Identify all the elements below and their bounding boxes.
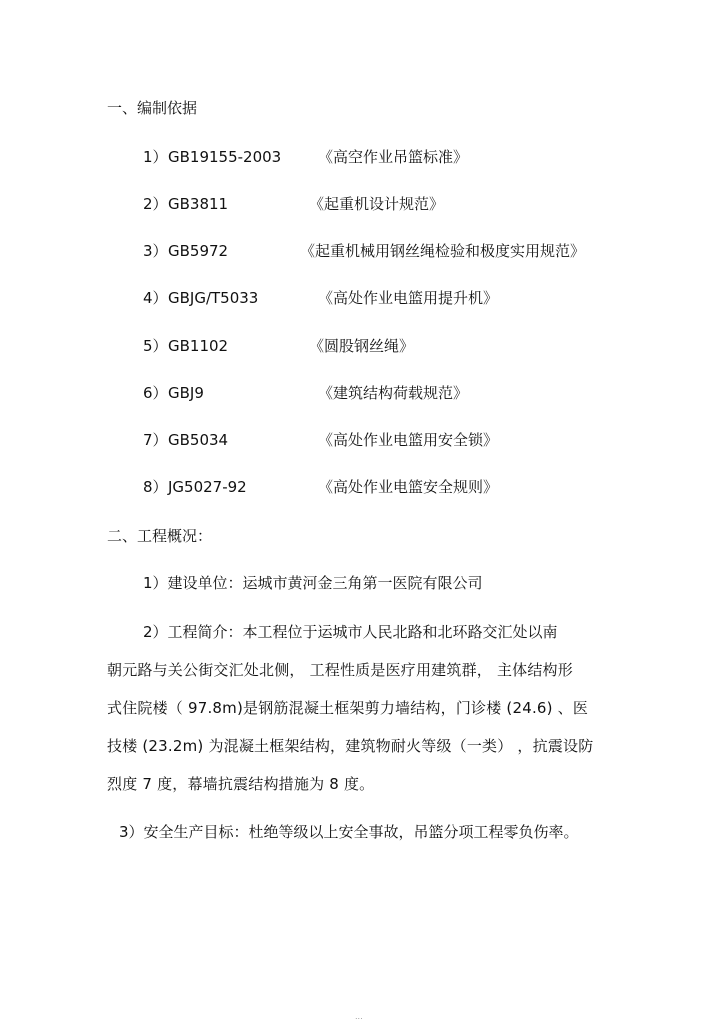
reference-number: 8） [143,478,168,496]
paragraph-line: 式住院楼（ 97.8m)是钢筋混凝土框架剪力墙结构，门诊楼 (24.6) 、医 [107,699,589,717]
reference-name: 《高处作业电篮安全规则》 [318,478,499,496]
paragraph-line: 2）工程简介：本工程位于运城市人民北路和北环路交汇处以南 [143,623,558,641]
reference-name: 《起重机械用钢丝绳检验和极度实用规范》 [300,242,586,260]
reference-number: 7） [143,431,168,449]
reference-code: GB5034 [168,431,229,449]
reference-name: 《起重机设计规范》 [309,195,445,213]
section-title-overview: 二、工程概况： [107,527,213,545]
reference-name: 《高处作业电篮用安全锁》 [318,431,499,449]
reference-name: 《高空作业吊篮标准》 [318,148,469,166]
reference-code: GBJG/T5033 [168,289,259,307]
reference-code: JG5027-92 [168,478,247,496]
reference-number: 4） [143,289,168,307]
reference-number: 6） [143,384,168,402]
page-footer-mark: ... [355,1012,363,1021]
reference-code: GB5972 [168,242,229,260]
reference-code: GBJ9 [168,384,204,402]
paragraph-line: 朝元路与关公街交汇处北侧， 工程性质是医疗用建筑群， 主体结构形 [107,661,573,679]
construction-unit: 1）建设单位：运城市黄河金三角第一医院有限公司 [143,574,483,592]
reference-code: GB1102 [168,337,229,355]
reference-name: 《高处作业电篮用提升机》 [318,289,499,307]
section-title-basis: 一、编制依据 [107,99,198,117]
reference-number: 5） [143,337,168,355]
reference-code: GB3811 [168,195,229,213]
reference-name: 《圆股钢丝绳》 [309,337,415,355]
reference-code: GB19155-2003 [168,148,282,166]
safety-target: 3）安全生产目标：杜绝等级以上安全事故，吊篮分项工程零负伤率。 [119,823,579,841]
paragraph-line: 烈度 7 度，幕墙抗震结构措施为 8 度。 [107,775,375,793]
paragraph-line: 技楼 (23.2m) 为混凝土框架结构，建筑物耐火等级（一类） ，抗震设防 [107,737,594,755]
reference-number: 3） [143,242,168,260]
reference-name: 《建筑结构荷载规范》 [318,384,469,402]
reference-number: 1） [143,148,168,166]
reference-number: 2） [143,195,168,213]
